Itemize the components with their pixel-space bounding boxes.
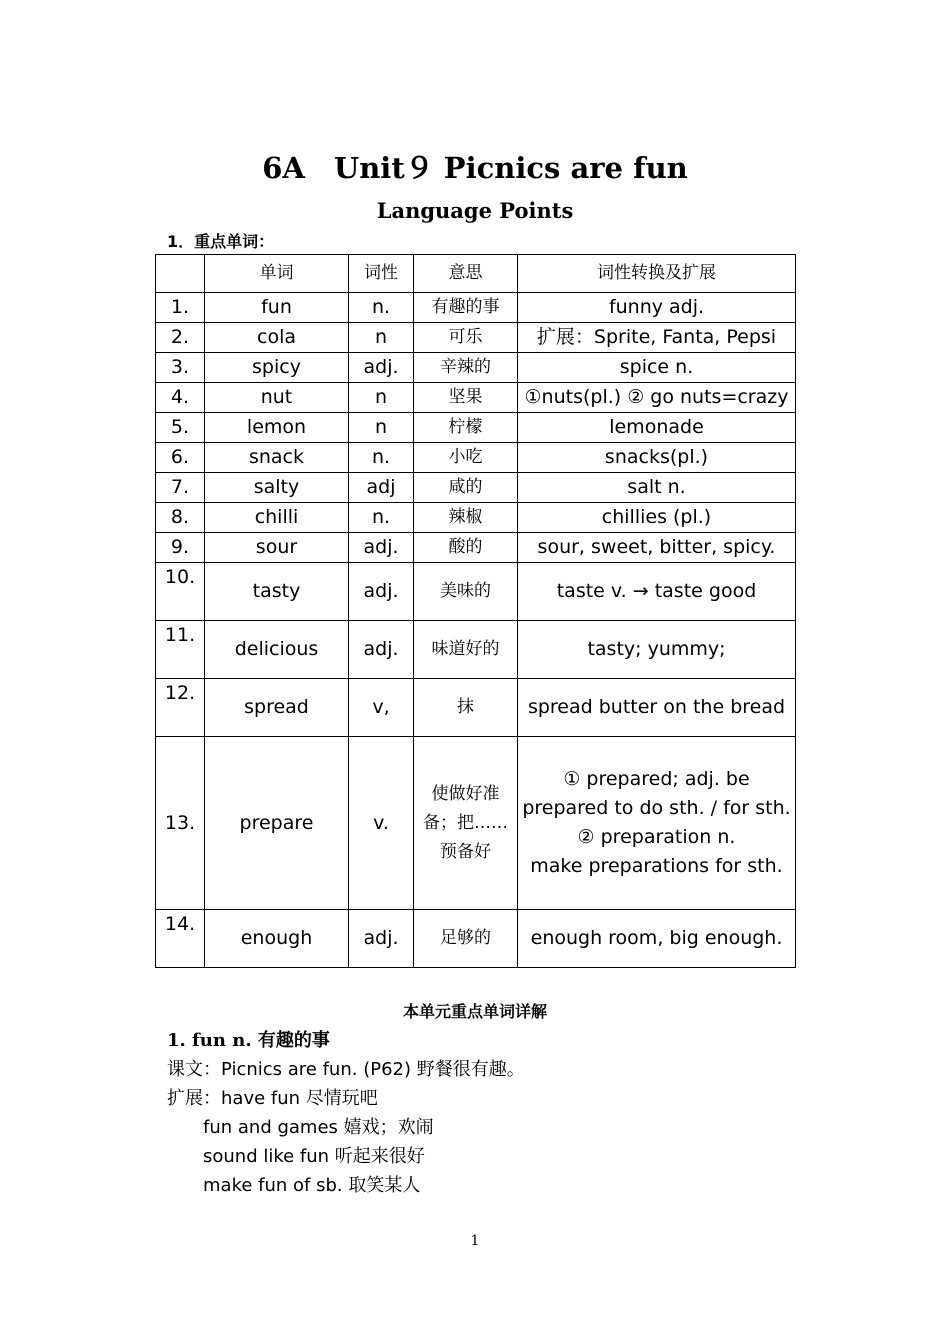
extension-line: make preparations for sth.	[530, 855, 783, 877]
vocabulary-table	[155, 254, 796, 968]
row-extension: lemonade	[518, 413, 796, 443]
row-word: spicy	[205, 353, 349, 383]
row-extension: 扩展：Sprite, Fanta, Pepsi	[518, 323, 796, 353]
row-number: 4.	[156, 383, 205, 413]
row-extension: chillies (pl.)	[518, 503, 796, 533]
table-row	[156, 503, 796, 533]
header-cell-meaning: 意思	[414, 255, 518, 293]
row-meaning: 有趣的事	[414, 293, 518, 323]
row-number: 10.	[156, 563, 205, 621]
table-header-row	[156, 255, 796, 293]
detail-line: sound like fun 听起来很好	[203, 1146, 425, 1167]
extension-line: ② preparation n.	[577, 826, 736, 848]
row-word: spread	[205, 679, 349, 737]
row-number: 12.	[156, 679, 205, 737]
row-extension: spice n.	[518, 353, 796, 383]
row-word: sour	[205, 533, 349, 563]
row-number: 14.	[156, 910, 205, 968]
row-word: snack	[205, 443, 349, 473]
row-number: 7.	[156, 473, 205, 503]
row-word: nut	[205, 383, 349, 413]
row-pos: n	[349, 323, 414, 353]
table-row	[156, 383, 796, 413]
row-extension: taste v. → taste good	[518, 563, 796, 621]
row-word: delicious	[205, 621, 349, 679]
row-pos: adj.	[349, 621, 414, 679]
row-meaning: 美味的	[414, 563, 518, 621]
row-pos: v,	[349, 679, 414, 737]
table-row	[156, 910, 796, 968]
row-pos: n	[349, 383, 414, 413]
row-pos: n.	[349, 503, 414, 533]
header-cell-word: 单词	[205, 255, 349, 293]
section-heading: 1．重点单词：	[167, 232, 275, 251]
row-meaning: 使做好准备；把……预备好	[414, 737, 518, 910]
header-cell-extension: 词性转换及扩展	[518, 255, 796, 293]
row-extension: spread butter on the bread	[518, 679, 796, 737]
row-number: 8.	[156, 503, 205, 533]
row-number: 13.	[156, 737, 205, 910]
document-subtitle: Language Points	[376, 198, 574, 223]
row-meaning: 咸的	[414, 473, 518, 503]
detail-line: make fun of sb. 取笑某人	[203, 1175, 421, 1196]
row-meaning: 坚果	[414, 383, 518, 413]
table-row	[156, 323, 796, 353]
table-row	[156, 443, 796, 473]
row-word: chilli	[205, 503, 349, 533]
table-row	[156, 413, 796, 443]
row-extension: salt n.	[518, 473, 796, 503]
header-cell-pos: 词性	[349, 255, 414, 293]
row-extension: tasty; yummy;	[518, 621, 796, 679]
row-number: 1.	[156, 293, 205, 323]
extension-line: ① prepared; adj. be prepared to do sth. / for sth.	[522, 768, 791, 819]
row-meaning: 酸的	[414, 533, 518, 563]
table-row	[156, 563, 796, 621]
row-word: prepare	[205, 737, 349, 910]
row-pos: adj.	[349, 533, 414, 563]
row-pos: adj.	[349, 563, 414, 621]
row-meaning: 味道好的	[414, 621, 518, 679]
row-extension: ①nuts(pl.) ② go nuts=crazy	[518, 383, 796, 413]
table-row	[156, 621, 796, 679]
row-pos: n.	[349, 293, 414, 323]
page-number: 1	[470, 1233, 480, 1249]
row-meaning: 可乐	[414, 323, 518, 353]
row-meaning: 足够的	[414, 910, 518, 968]
row-extension	[518, 737, 796, 910]
row-pos: n	[349, 413, 414, 443]
row-number: 3.	[156, 353, 205, 383]
row-meaning: 抹	[414, 679, 518, 737]
detail-line: fun and games 嬉戏；欢闹	[203, 1117, 434, 1138]
row-meaning: 柠檬	[414, 413, 518, 443]
detail-heading: 1. fun n. 有趣的事	[167, 1030, 330, 1051]
row-number: 2.	[156, 323, 205, 353]
header-cell-number	[156, 255, 205, 293]
table-row	[156, 293, 796, 323]
row-number: 6.	[156, 443, 205, 473]
table-row	[156, 353, 796, 383]
detail-line: 扩展：have fun 尽情玩吧	[167, 1088, 378, 1109]
row-extension: funny adj.	[518, 293, 796, 323]
detail-line: 课文：Picnics are fun. (P62) 野餐很有趣。	[167, 1059, 525, 1080]
row-extension: snacks(pl.)	[518, 443, 796, 473]
row-word: enough	[205, 910, 349, 968]
row-word: salty	[205, 473, 349, 503]
row-word: tasty	[205, 563, 349, 621]
row-meaning: 小吃	[414, 443, 518, 473]
row-word: fun	[205, 293, 349, 323]
row-word: cola	[205, 323, 349, 353]
row-number: 11.	[156, 621, 205, 679]
row-meaning: 辣椒	[414, 503, 518, 533]
row-pos: adj.	[349, 910, 414, 968]
table-row	[156, 473, 796, 503]
document-title: 6A Unit９ Picnics are fun	[262, 151, 688, 185]
row-pos: v.	[349, 737, 414, 910]
row-word: lemon	[205, 413, 349, 443]
detail-caption: 本单元重点单词详解	[402, 1002, 547, 1021]
row-pos: n.	[349, 443, 414, 473]
row-pos: adj	[349, 473, 414, 503]
row-meaning: 辛辣的	[414, 353, 518, 383]
table-row	[156, 533, 796, 563]
row-extension: enough room, big enough.	[518, 910, 796, 968]
row-number: 9.	[156, 533, 205, 563]
table-row	[156, 679, 796, 737]
row-pos: adj.	[349, 353, 414, 383]
table-row	[156, 737, 796, 910]
row-extension: sour, sweet, bitter, spicy.	[518, 533, 796, 563]
row-number: 5.	[156, 413, 205, 443]
